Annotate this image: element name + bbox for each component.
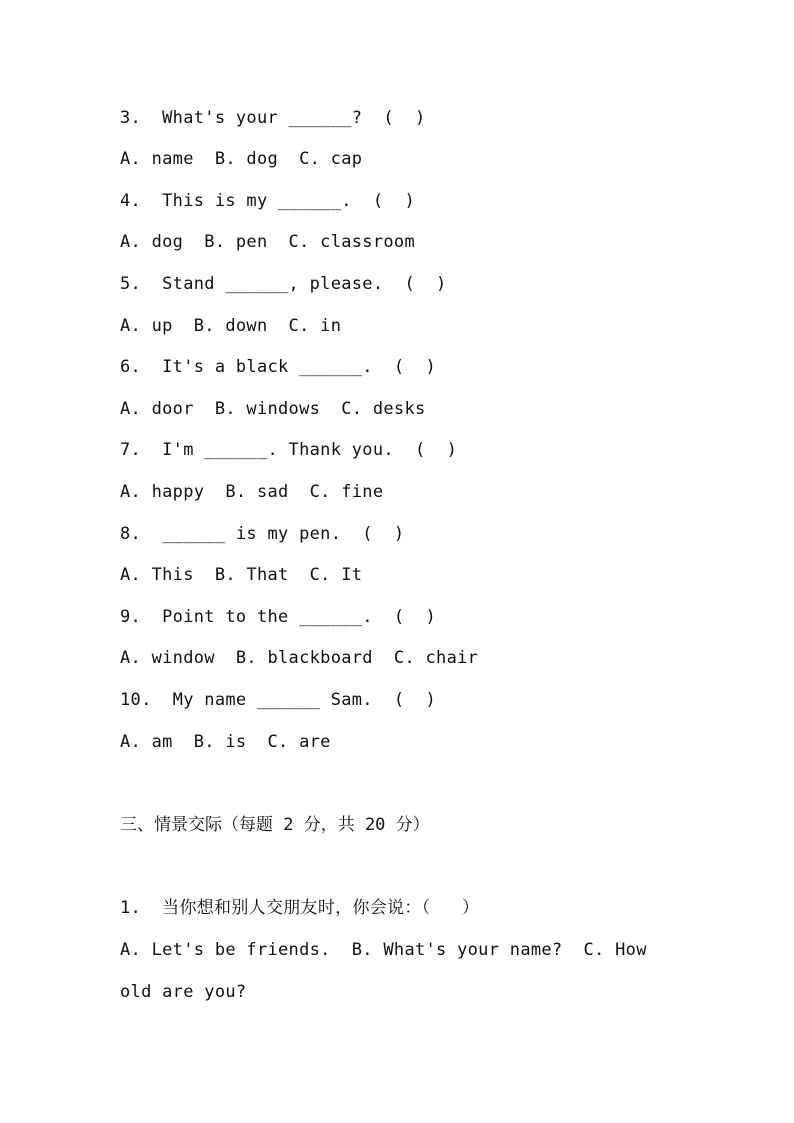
question-10-stem: 10. My name ______ Sam. ( ) [120,690,437,710]
question-7-stem: 7. I'm ______. Thank you. ( ) [120,440,458,460]
section-3-question-1-options-continued: old are you? [120,982,247,1002]
section-3-question-1-options: A. Let's be friends. B. What's your name? C. How [120,940,647,960]
question-5-options: A. up B. down C. in [120,316,342,336]
question-7-options: A. happy B. sad C. fine [120,482,384,502]
question-9-options: A. window B. blackboard C. chair [120,648,479,668]
question-10-options: A. am B. is C. are [120,732,331,752]
question-5-stem: 5. Stand ______, please. ( ) [120,274,447,294]
question-8-options: A. This B. That C. It [120,565,363,585]
section-3-heading: 三、情景交际（每题 2 分，共 20 分） [120,815,430,835]
question-4-stem: 4. This is my ______. ( ) [120,191,415,211]
question-8-stem: 8. ______ is my pen. ( ) [120,524,405,544]
question-3-options: A. name B. dog C. cap [120,149,363,169]
question-6-options: A. door B. windows C. desks [120,399,426,419]
question-9-stem: 9. Point to the ______. ( ) [120,607,437,627]
question-6-stem: 6. It's a black ______. ( ) [120,357,437,377]
question-3-stem: 3. What's your ______? ( ) [120,108,426,128]
question-4-options: A. dog B. pen C. classroom [120,232,415,252]
section-3-question-1-stem: 1. 当你想和别人交朋友时，你会说：（ ） [120,898,480,918]
